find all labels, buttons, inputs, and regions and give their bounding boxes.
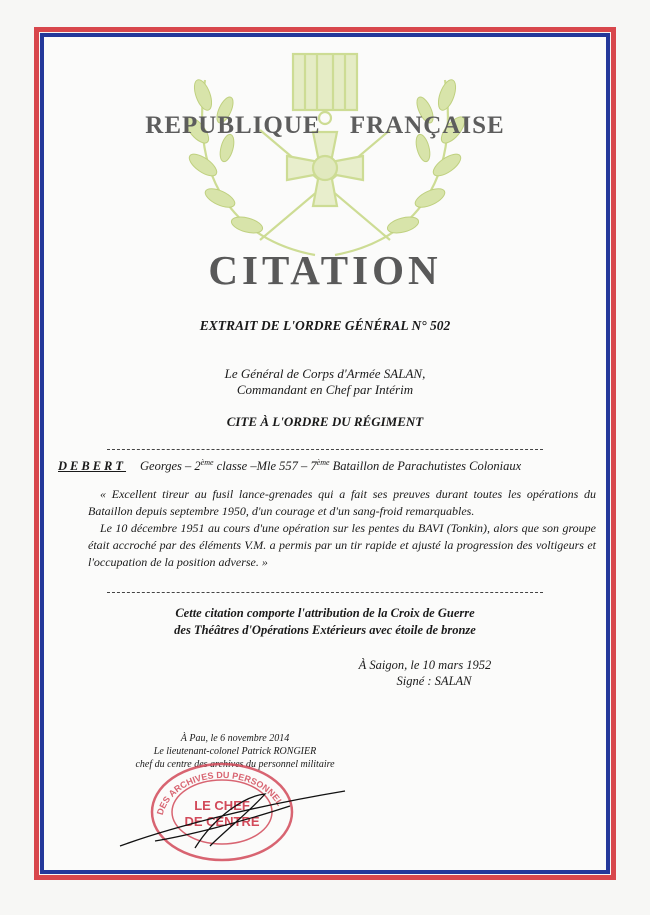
- class-superscript: ème: [200, 458, 214, 467]
- soldier-surname: DEBERT: [58, 459, 127, 474]
- francaise-word: FRANÇAISE: [349, 112, 505, 139]
- extrait-line: EXTRAIT DE L'ORDRE GÉNÉRAL N° 502: [199, 318, 451, 333]
- soldier-unit: Bataillon de Parachutistes Coloniaux: [329, 459, 522, 474]
- stamp-ring-text: DES ARCHIVES DU PERSONNEL: [154, 769, 286, 817]
- attribution-line-1: Cette citation comporte l'attribution de la Croix de Guerre: [175, 606, 475, 620]
- croix-de-guerre-emblem: [165, 40, 485, 270]
- certification-officer: Le lieutenant-colonel Patrick RONGIER: [153, 746, 317, 757]
- signed-by: Signé : SALAN: [396, 674, 472, 688]
- citation-title: CITATION: [208, 247, 442, 293]
- issuer-block: [0, 366, 650, 398]
- citation-paragraph-1: « Excellent tireur au fusil lance-grenades qui a fait ses preuves durant toutes les opérations du Bataillon depuis septembre 1950, d'un courage et d'un sang-froid remarquables.: [88, 487, 596, 518]
- attribution-line-2: des Théâtres d'Opérations Extérieurs avec étoile de bronze: [174, 623, 476, 637]
- signed-block: [330, 657, 520, 689]
- soldier-class: classe –Mle 557 – 7: [213, 459, 317, 474]
- certification-place-date: À Pau, le 6 novembre 2014: [180, 733, 290, 744]
- issuer-line-1: Le Général de Corps d'Armée SALAN,: [224, 366, 426, 381]
- republique-francaise-heading: [0, 112, 650, 140]
- unit-superscript: ème: [316, 458, 330, 467]
- cite-label: CITE À L'ORDRE DU RÉGIMENT: [226, 414, 424, 429]
- handwritten-signature: [115, 776, 355, 856]
- attribution-block: [0, 605, 650, 639]
- certification-role: chef du centre des archives du personnel militaire: [135, 759, 335, 770]
- republique-word: REPUBLIQUE: [145, 112, 321, 139]
- stamp-line-1: LE CHEF: [194, 798, 250, 813]
- citation-text: [88, 486, 596, 571]
- signed-place-date: À Saigon, le 10 mars 1952: [358, 658, 492, 672]
- citation-paragraph-2: Le 10 décembre 1951 au cours d'une opération sur les pentes du BAVI (Tonkin), alors que son groupe était accroché par des éléments V.M. a permis par un tir rapide et ajusté la progression des voltigeurs et l'occupation de la position adverse. »: [88, 521, 596, 569]
- divider-bottom: [107, 592, 543, 593]
- soldier-prefix: Georges – 2: [140, 459, 201, 474]
- issuer-line-2: Commandant en Chef par Intérim: [236, 382, 414, 397]
- divider-top: [107, 449, 543, 450]
- stamp-line-2: DE CENTRE: [184, 814, 260, 829]
- soldier-line: [58, 458, 598, 474]
